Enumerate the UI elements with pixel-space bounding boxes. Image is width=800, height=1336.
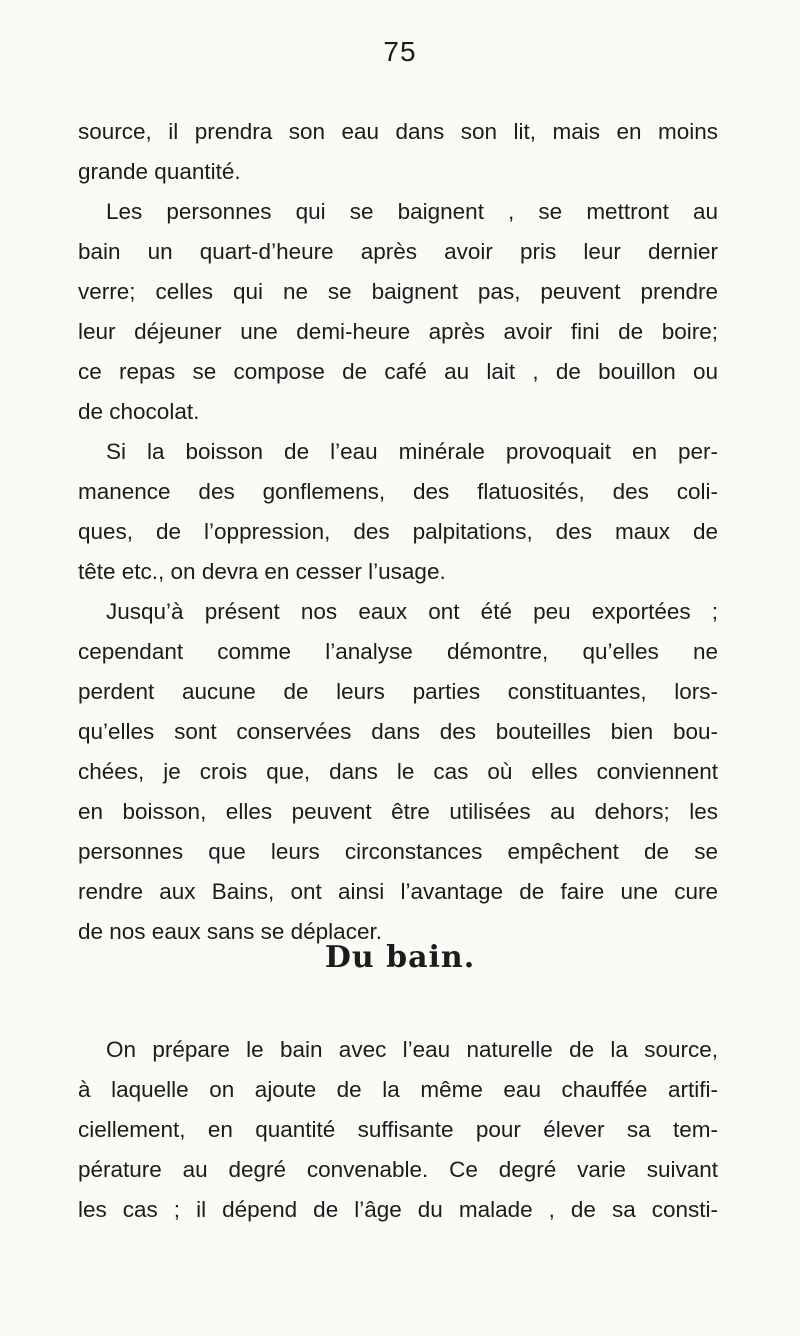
text-line: tête etc., on devra en cesser l’usage.	[78, 559, 446, 584]
text-line: cependant comme l’analyse démontre, qu’elles ne	[78, 639, 718, 664]
text-line: ques, de l’oppression, des palpitations, des maux de	[78, 519, 718, 544]
text-block-bottom	[78, 1030, 718, 1230]
text-line: pérature au degré convenable. Ce degré varie suivant	[78, 1157, 718, 1182]
text-line: chées, je crois que, dans le cas où elles conviennent	[78, 759, 718, 784]
paragraph-start-line: Si la boisson de l’eau minérale provoquait en per-	[106, 439, 718, 464]
text-line: bain un quart-d’heure après avoir pris leur dernier	[78, 239, 718, 264]
text-line: manence des gonflemens, des flatuosités, des coli-	[78, 479, 718, 504]
paragraph-start-line: Jusqu’à présent nos eaux ont été peu exportées ;	[106, 599, 718, 624]
paragraph-start-line: On prépare le bain avec l’eau naturelle de la source,	[106, 1037, 718, 1062]
text-line: de nos eaux sans se déplacer.	[78, 919, 382, 944]
text-line: de chocolat.	[78, 399, 200, 424]
paragraph-start-line: Les personnes qui se baignent , se mettront au	[106, 199, 718, 224]
text-line: les cas ; il dépend de l’âge du malade , de sa consti-	[78, 1197, 718, 1222]
text-line: perdent aucune de leurs parties constituantes, lors-	[78, 679, 718, 704]
text-line: source, il prendra son eau dans son lit, mais en moins	[78, 119, 718, 144]
section-heading: Du bain.	[324, 940, 476, 975]
text-block-top	[78, 112, 718, 952]
text-line: qu’elles sont conservées dans des bouteilles bien bou-	[78, 719, 718, 744]
text-line: ciellement, en quantité suffisante pour élever sa tem-	[78, 1117, 718, 1142]
text-line: ce repas se compose de café au lait , de bouillon ou	[78, 359, 718, 384]
text-line: grande quantité.	[78, 159, 241, 184]
text-line: verre; celles qui ne se baignent pas, peuvent prendre	[78, 279, 718, 304]
text-line: rendre aux Bains, ont ainsi l’avantage de faire une cure	[78, 879, 718, 904]
page-number: 75	[383, 36, 417, 67]
text-line: leur déjeuner une demi-heure après avoir fini de boire;	[78, 319, 718, 344]
text-line: en boisson, elles peuvent être utilisées au dehors; les	[78, 799, 718, 824]
text-line: à laquelle on ajoute de la même eau chauffée artifi-	[78, 1077, 718, 1102]
text-line: personnes que leurs circonstances empêchent de se	[78, 839, 718, 864]
